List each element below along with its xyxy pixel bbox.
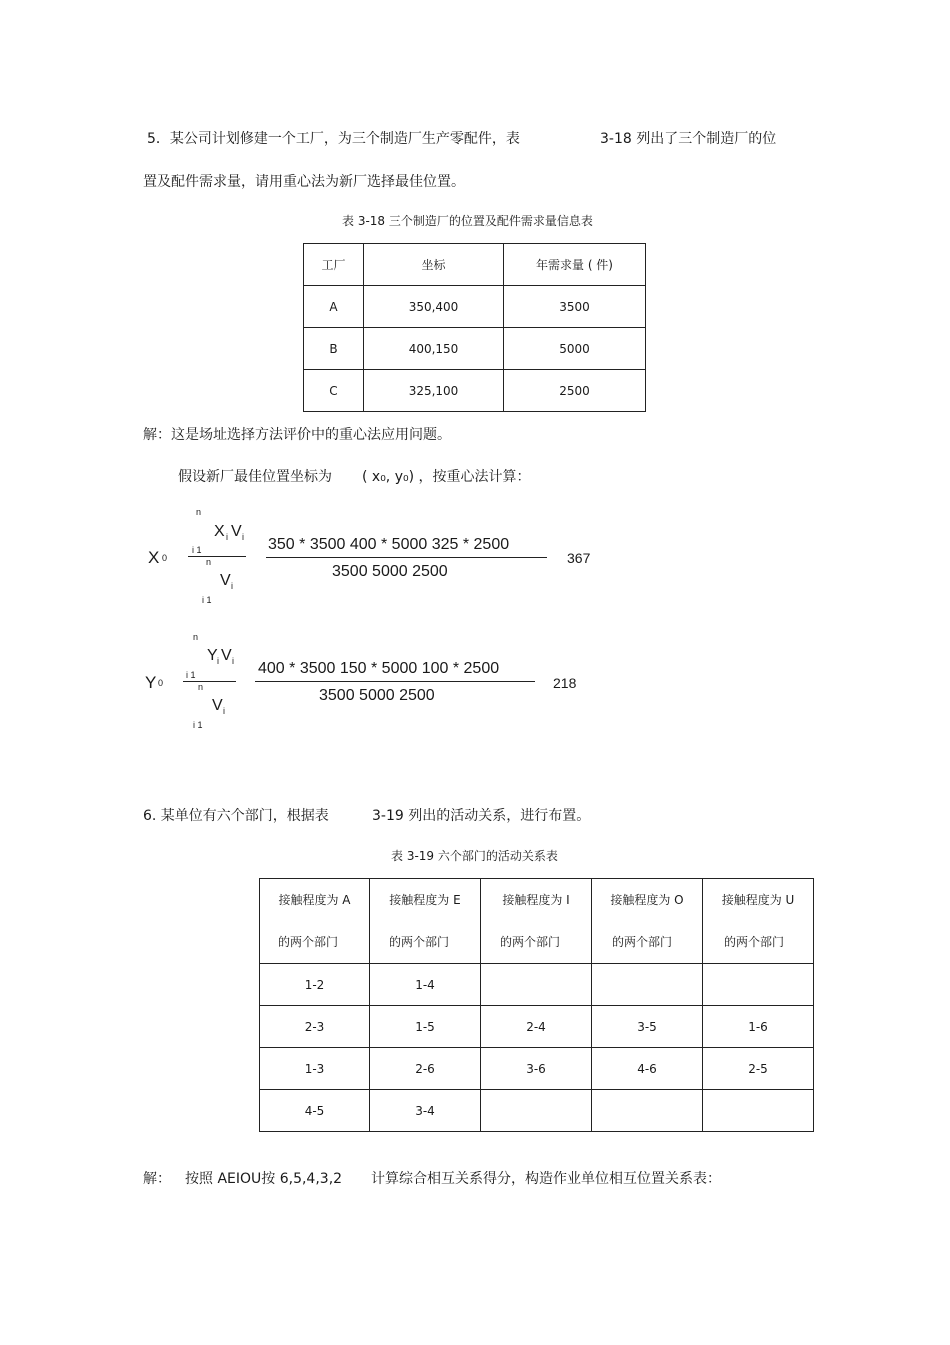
table-cell (481, 1090, 592, 1132)
table-header-row (304, 244, 646, 286)
q6-solution-text: 计算综合相互关系得分，构造作业单位相互位置关系表： (371, 1171, 721, 1187)
table-cell: 4-6 (592, 1048, 703, 1090)
table-cell: C (304, 370, 364, 412)
table-row (260, 1006, 814, 1048)
x0-den-sum-upper: n (206, 557, 212, 567)
y0-den-sum-upper: n (198, 682, 204, 692)
header-line: 的两个部门 (724, 935, 785, 949)
table-cell (592, 1090, 703, 1132)
table-cell: 1-4 (370, 964, 481, 1006)
q5-line1-part2: 3-18 列出了三个制造厂的位 (600, 131, 777, 147)
table-row (304, 328, 646, 370)
x0-num-v: V (231, 523, 242, 540)
y0-num-y-sub: i (217, 656, 219, 666)
table-cell: 2-4 (481, 1006, 592, 1048)
header-cell (260, 879, 370, 964)
y0-lhs-subscript: 0 (158, 678, 164, 688)
table-cell: 2500 (504, 370, 646, 412)
y0-den-v: V (212, 697, 223, 714)
x0-sum-lower: i 1 (192, 545, 202, 555)
x0-lhs: X (148, 548, 160, 567)
table-cell (703, 1090, 814, 1132)
q5-assume-part1: 假设新厂最佳位置坐标为 (178, 469, 332, 485)
x0-sigma-fraction-bar (188, 556, 246, 557)
y0-num-y: Y (207, 647, 218, 664)
table-cell: 1-6 (703, 1006, 814, 1048)
q5-solution-intro: 解：这是场址选择方法评价中的重心法应用问题。 (143, 427, 451, 443)
y0-num-v: V (221, 647, 232, 664)
header-line: 的两个部门 (278, 935, 339, 949)
q5-assume-part2: ( x₀, y₀) ，按重心法计算： (362, 469, 531, 485)
table-header-row (260, 879, 814, 964)
q5-line1-part1: 5．某公司计划修建一个工厂，为三个制造厂生产零配件，表 (147, 131, 520, 147)
q6-line-part2: 3-19 列出的活动关系，进行布置。 (372, 808, 591, 824)
table-cell: 325,100 (364, 370, 504, 412)
table-cell: 5000 (504, 328, 646, 370)
x0-num-x-sub: i (226, 532, 228, 542)
header-cell (481, 879, 592, 964)
header-line: 接触程度为 E (389, 893, 461, 907)
q6-solution-label: 解： (143, 1171, 171, 1187)
y0-lhs: Y (145, 673, 157, 692)
header-line: 接触程度为 O (610, 893, 684, 907)
header-cell (370, 879, 481, 964)
x0-den-v: V (220, 572, 231, 589)
y0-sigma-fraction-bar (183, 681, 236, 682)
q6-solution-method: 按照 AEIOU按 6,5,4,3,2 (185, 1171, 343, 1187)
x0-den-v-sub: i (231, 581, 233, 591)
table-row (260, 964, 814, 1006)
table-3-18-caption: 表 3-18 三个制造厂的位置及配件需求量信息表 (342, 214, 593, 228)
header-cell: 工厂 (304, 244, 364, 286)
header-line: 的两个部门 (389, 935, 450, 949)
table-cell: 1-5 (370, 1006, 481, 1048)
table-cell: B (304, 328, 364, 370)
table-cell: A (304, 286, 364, 328)
table-cell: 350,400 (364, 286, 504, 328)
table-cell: 400,150 (364, 328, 504, 370)
x0-denominator: 3500 5000 2500 (332, 563, 448, 580)
q5-line2: 置及配件需求量，请用重心法为新厂选择最佳位置。 (143, 174, 465, 190)
table-3-18 (303, 243, 646, 412)
table-row (304, 370, 646, 412)
y0-numerator: 400 * 3500 150 * 5000 100 * 2500 (258, 660, 500, 677)
x0-lhs-subscript: 0 (162, 553, 168, 563)
table-row (304, 286, 646, 328)
table-row (260, 1090, 814, 1132)
y0-den-v-sub: i (223, 706, 225, 716)
table-cell: 3500 (504, 286, 646, 328)
header-line: 接触程度为 U (721, 893, 795, 907)
x0-num-x: X (214, 523, 225, 540)
table-cell: 3-4 (370, 1090, 481, 1132)
x0-fraction-bar (266, 557, 547, 558)
x0-numerator: 350 * 3500 400 * 5000 325 * 2500 (268, 536, 510, 553)
table-3-19-caption: 表 3-19 六个部门的活动关系表 (391, 849, 558, 863)
y0-fraction-bar (255, 681, 535, 682)
header-line: 接触程度为 A (278, 893, 351, 907)
x0-num-v-sub: i (242, 532, 244, 542)
header-cell (592, 879, 703, 964)
table-cell: 3-5 (592, 1006, 703, 1048)
table-3-19 (259, 878, 814, 1132)
x0-den-sum-lower: i 1 (202, 595, 212, 605)
table-cell: 2-5 (703, 1048, 814, 1090)
header-cell (703, 879, 814, 964)
header-line: 接触程度为 I (502, 893, 570, 907)
y0-sum-lower: i 1 (186, 670, 196, 680)
table-cell: 4-5 (260, 1090, 370, 1132)
table-cell: 3-6 (481, 1048, 592, 1090)
table-row (260, 1048, 814, 1090)
table-cell: 1-2 (260, 964, 370, 1006)
table-cell: 1-3 (260, 1048, 370, 1090)
table-cell (703, 964, 814, 1006)
q6-line-part1: 6. 某单位有六个部门，根据表 (143, 808, 329, 824)
header-line: 的两个部门 (612, 935, 673, 949)
x0-sum-upper: n (196, 507, 202, 517)
table-cell (481, 964, 592, 1006)
y0-den-sum-lower: i 1 (193, 720, 203, 730)
table-cell: 2-6 (370, 1048, 481, 1090)
table-cell (592, 964, 703, 1006)
y0-sum-upper: n (193, 632, 199, 642)
x0-result: 367 (567, 550, 591, 566)
header-cell: 年需求量 ( 件) (504, 244, 646, 286)
header-cell: 坐标 (364, 244, 504, 286)
header-line: 的两个部门 (500, 935, 561, 949)
table-cell: 2-3 (260, 1006, 370, 1048)
y0-denominator: 3500 5000 2500 (319, 687, 435, 704)
y0-num-v-sub: i (232, 656, 234, 666)
y0-result: 218 (553, 675, 577, 691)
